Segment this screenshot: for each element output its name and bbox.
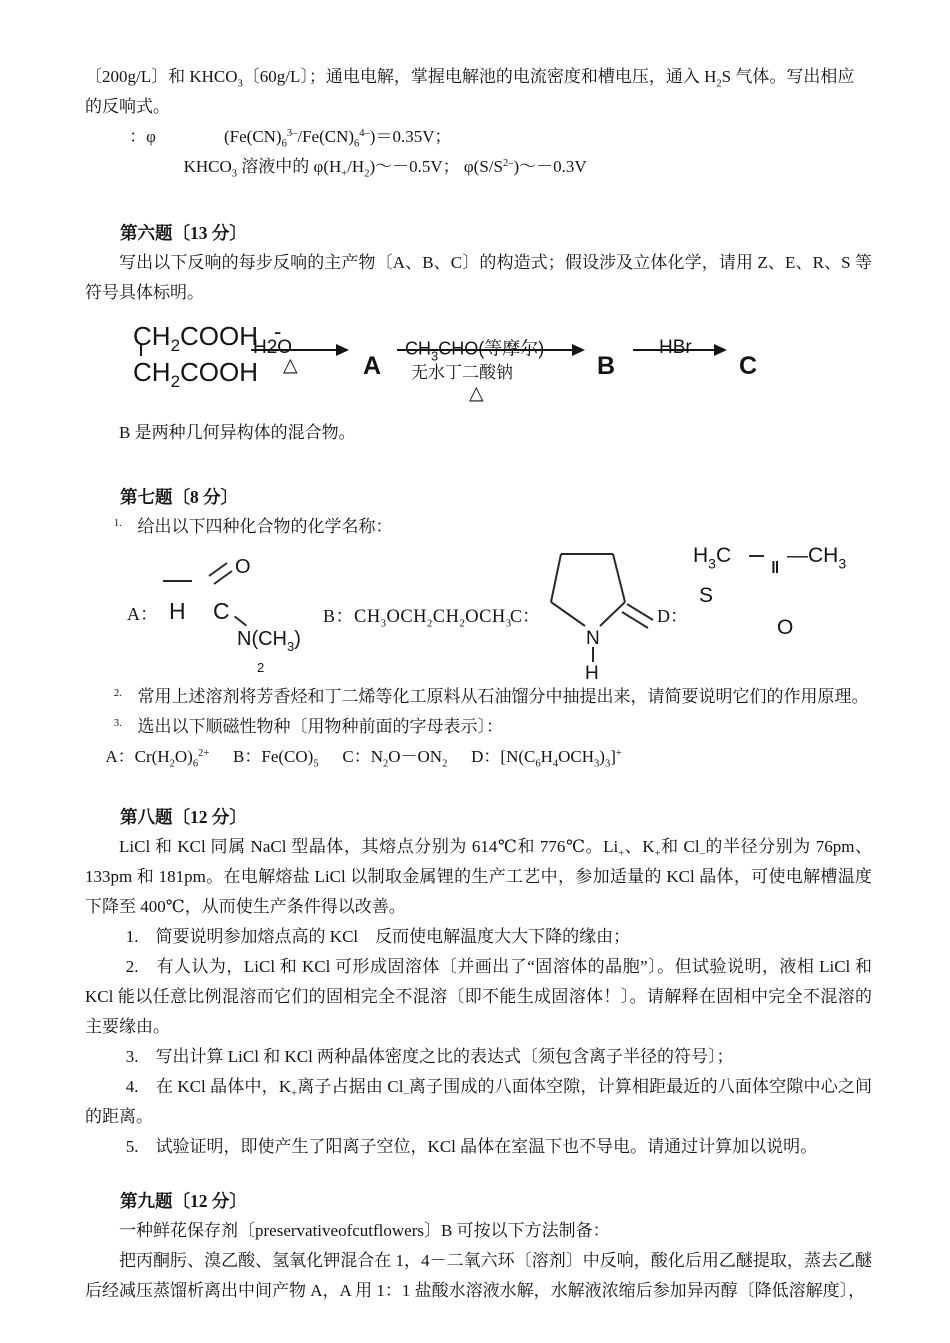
sulfur-atom: S <box>699 584 714 607</box>
hydrogen-atom: H <box>585 663 599 682</box>
question-text: 给出以下四种化合物的化学名称： <box>137 517 393 536</box>
question-number: 3. <box>113 717 122 729</box>
compound-a-label: A： <box>127 604 158 624</box>
reactant-formula-top: $CH_2COOH$ <box>133 321 259 355</box>
option-b: B：$Fe(CO)_5$ <box>233 747 319 770</box>
nitrogen-atom: N <box>586 628 600 649</box>
section8-item-5: 5. 试验证明，即使产生了阳离子空位，KCl 晶体在室温下也不导电。请通过计算加以说明。 <box>125 1137 818 1156</box>
intro-line-1: 〔200g/L〕和 $KHCO_3$〔60g/L〕；通电电解，掌握电解池的电流密度和槽电压，通入 $H_2S$ 气体。写出相应 <box>85 67 855 90</box>
heat-triangle-icon: △ <box>283 355 298 376</box>
section7-question-2 <box>85 682 872 712</box>
heat-triangle-icon: △ <box>469 383 484 404</box>
section8-item-2: 2. 有人认为，LiCl 和 KCl 可形成固溶体〔并画出了“固溶体的晶胞”〕。但试验说明，液相 LiCl 和 KCl 能以任意比例混溶而它们的固相完全不混溶〔即不能生成固溶体！〕。请解释在固相中完全不混溶的主要缘由。 <box>85 957 872 1036</box>
question-number: 1. <box>113 517 122 529</box>
section9-procedure: 把丙酮肟、溴乙酸、氢氧化钾混合在 1，4－二氧六环〔溶剂〕中反响，酸化后用乙醚提取，蒸去乙醚后经减压蒸馏析离出中间产物 A，A 用 1：1 盐酸水溶液水解，水解液浓缩后参加异丙醇〔降低溶解度〕， <box>85 1251 872 1300</box>
vertical-bond <box>140 345 142 356</box>
section6-intro: 写出以下反响的每步反响的主产物〔A、B、C〕的构造式；假设涉及立体化学，请用 Z、E、R、S 等符号具体标明。 <box>85 253 872 302</box>
section8-title: 第八题〔12 分〕 <box>120 807 247 827</box>
arrow-head <box>714 344 727 356</box>
reaction-scheme <box>133 316 872 416</box>
arrow2-reagent-label: $CH_3CHO$(等摩尔) <box>405 338 545 364</box>
section8-item-4: 4. 在 KCl 晶体中，$K_+$离子占据由 $Cl_-$离子围成的八面体空隙，计算相距最近的八面体空隙中心之间的距离。 <box>85 1077 873 1126</box>
reaction-arrow-3 <box>633 316 727 376</box>
compound-a-structure <box>127 544 337 682</box>
section9-title: 第九题〔12 分〕 <box>120 1191 247 1211</box>
carbonyl-bond-drawing <box>149 546 299 594</box>
intro-line-2: 的反响式。 <box>85 97 170 116</box>
oxygen-atom: O <box>777 616 794 639</box>
compound-c-label: C： <box>510 606 541 626</box>
bond-line <box>209 563 227 576</box>
section8-item-3: 3. 写出计算 LiCl 和 KCl 两种晶体密度之比的表达式〔须包含离子半径的符号〕； <box>125 1047 734 1066</box>
reaction-arrow-1 <box>251 316 349 388</box>
product-a-label: A <box>363 352 382 380</box>
compound-b-structure <box>323 602 512 628</box>
compound-structures-row <box>85 544 872 682</box>
pyrrolidone-ring-drawing <box>537 544 659 682</box>
reactant-formula-bottom: $CH_2COOH$ <box>133 357 259 391</box>
carbon-atom: C <box>213 598 230 624</box>
arrow3-reagent-label: HBr <box>659 336 692 358</box>
option-a: A：$Cr(H_2O)_6^{2+}$ <box>105 747 210 770</box>
cn-bond-line <box>234 616 247 627</box>
section7-title: 第七题〔8 分〕 <box>120 487 239 507</box>
question-text: 常用上述溶剂将芳香烃和丁二烯等化工原料从石油馏分中抽提出来，请简要说明它们的作用原理。 <box>137 687 869 706</box>
section6-note: B 是两种几何异构体的混合物。 <box>119 423 356 442</box>
arrow-head <box>336 344 349 356</box>
option-c: C：$N_2O-ON_2$ <box>342 747 448 770</box>
section7-question-3 <box>85 712 872 742</box>
methyl-group-right: $—CH_3$ <box>787 544 847 572</box>
methyl-group-left: $H_3C$ <box>693 544 732 572</box>
compound-d-structure <box>693 544 879 644</box>
section6-title: 第六题〔13 分〕 <box>120 223 247 243</box>
compound-d-label: D： <box>657 606 688 626</box>
section7-question-1 <box>85 512 872 542</box>
section8-intro: LiCl 和 KCl 同属 NaCl 型晶体，其熔点分别为 614℃和 776℃。$Li_+$、$K_+$和 $Cl_-$的半径分别为 76pm、 133pm 和 181pm。在电解熔盐 LiCl 以制取金属锂的生产工艺中，参加适量的 KCl 晶体，可使电解槽温度下降至 400℃，从而使生产条件得以改善。 <box>85 837 872 916</box>
bond-line <box>600 602 625 626</box>
given-potential-line-2: $KHCO_3$ 溶液中的 $\varphi(H_+/H_2)\sim-0.5V$； $\varphi(S/S^{2-})\sim-0.3V$ <box>183 157 587 180</box>
product-c-label: C <box>739 352 758 380</box>
option-d: D：$[N(C_6H_4OCH_3)_3]^+$ <box>471 747 622 770</box>
oxygen-atom: O <box>235 556 251 578</box>
question-number: 2. <box>113 687 122 699</box>
bond-line <box>613 554 625 602</box>
reaction-arrow-2 <box>397 316 585 416</box>
glyme-formula: $CH_3OCH_2CH_2OCH_3$ <box>354 607 512 630</box>
product-b-label: B <box>597 352 616 380</box>
double-bond-symbol: ‖ <box>771 558 780 577</box>
paramagnetic-species-options <box>105 742 872 772</box>
compound-b-label: B： <box>323 606 355 626</box>
bond-line <box>551 602 585 626</box>
bond-line <box>214 571 232 584</box>
question-text: 选出以下顺磁性物种〔用物种前面的字母表示〕： <box>137 717 504 736</box>
given-potential-line-1: ：φ $(Fe(CN)_6^{3-}/Fe(CN)_6^{4-})=0.35V$； <box>129 127 452 150</box>
arrow2-catalyst-label: 无水丁二酸钠 <box>411 363 513 382</box>
arrow1-reagent-label: H2O <box>253 336 293 358</box>
bond-line <box>551 554 561 602</box>
hydrogen-atom: H <box>169 598 186 624</box>
subscript-2: 2 <box>257 660 265 675</box>
dimethylamino-group: $N(CH_3)$ <box>237 628 301 654</box>
minus-sign: - <box>274 319 282 344</box>
bond-line <box>749 555 764 557</box>
section8-item-1: 1. 简要说明参加熔点高的 KCl 反而使电解温度大大下降的缘由； <box>125 927 631 946</box>
section9-intro: 一种鲜花保存剂〔preservativeofcutflowers〕B 可按以下方法制备： <box>119 1221 610 1240</box>
arrow-head <box>572 344 585 356</box>
